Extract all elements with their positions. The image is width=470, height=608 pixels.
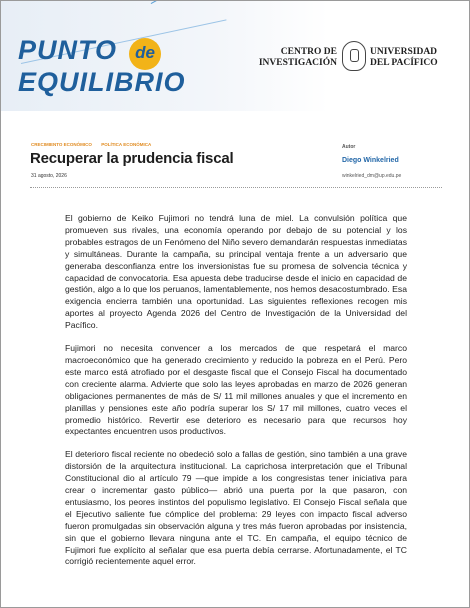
tag-politica[interactable]: POLÍTICA ECONÓMICA bbox=[101, 142, 152, 147]
header-divider bbox=[30, 187, 442, 188]
author-label: Autor bbox=[342, 144, 356, 150]
header-banner bbox=[1, 1, 469, 111]
institution-centro bbox=[249, 47, 337, 69]
paragraph: El gobierno de Keiko Fujimori no tendrá luna de miel. La convulsión política que promueven sus rivales, una economía operando por debajo de su potencial y los probables estragos de un Fenómeno del Niño severo demandarán respuestas inmediatas y simultáneas. Durante la campaña, su principal ventaja frente a un adversario que generaba desconfianza entre los inversionistas fue su promesa de solvencia técnica y capacidad de convocatoria. Esa apuesta debe traducirse desde el inicio en capacidad de gestión, algo a lo que los peruanos, lamentablemente, nos hemos desacostumbrado. Esa exigencia encierra también una oportunidad. Las siguientes reflexiones recogen mis aportes al proyecto Agenda 2026 del Centro de Investigación de la Universidad del Pacífico. bbox=[65, 213, 407, 331]
institution-universidad bbox=[370, 47, 465, 69]
logo-equilibrio: EQUILIBRIO bbox=[18, 67, 186, 97]
author-name[interactable]: Diego Winkelried bbox=[342, 157, 399, 164]
article-body bbox=[65, 213, 407, 579]
decorative-streak bbox=[151, 1, 205, 4]
institution-universidad-line1: UNIVERSIDAD bbox=[370, 47, 438, 57]
logo-de-badge: de bbox=[129, 38, 161, 70]
article-title: Recuperar la prudencia fiscal bbox=[30, 150, 234, 167]
paragraph: Fujimori no necesita convencer a los mercados de que respetará el marco macroeconómico que ha generado crecimiento y reducido la pobreza en el Perú. Pero este marco está atrofiado por el desgaste fiscal que el Consejo Fiscal ha documentado con creciente alarma. Advierte que solo las leyes aprobadas en marzo de 2026 generan obligaciones permanentes de más de S/ 11 mil millones anuales y que el incremento en planillas y pensiones este año podría superar los S/ 17 mil millones, cuatro veces el promedio histórico. Revertir ese deterioro es necesario para que recursos hoy expectantes encuentren usos productivos. bbox=[65, 343, 407, 437]
article-date: 31 agosto, 2026 bbox=[31, 173, 67, 179]
university-seal-icon bbox=[342, 41, 366, 71]
logo-punto: PUNTO bbox=[18, 35, 118, 65]
article-tags bbox=[31, 142, 159, 147]
institution-universidad-line2: DEL PACÍFICO bbox=[370, 58, 438, 68]
institution-centro-line2: INVESTIGACIÓN bbox=[258, 58, 337, 68]
author-email[interactable]: winkelried_dm@up.edu.pe bbox=[342, 173, 402, 179]
institution-centro-line1: CENTRO DE bbox=[280, 47, 337, 57]
paragraph: El deterioro fiscal reciente no obedeció solo a fallas de gestión, sino también a una grave distorsión de la arquitectura institucional. La caprichosa interpretación que el Tribunal Constitucional dio al artículo 79 —que impide a los congresistas tener iniciativa para crear o incrementar gasto público— abrió una puerta por la que pasaron, con entusiasmo, los peores instintos del populismo legislativo. El Consejo Fiscal señala que el Ejecutivo saliente fue cómplice del problema: 29 leyes con impacto fiscal adverso fueron promulgadas sin observación alguna y tres más fueron aprobadas por insistencia, sin que el gobierno llevara ninguna ante el TC. En campaña, el equipo técnico de Fujimori fue explícito al señalar que esa puerta debía cerrarse. Afortunadamente, el TC corrigió recientemente aquel error. bbox=[65, 449, 407, 567]
tag-crecimiento[interactable]: CRECIMIENTO ECONÓMICO bbox=[31, 142, 92, 147]
